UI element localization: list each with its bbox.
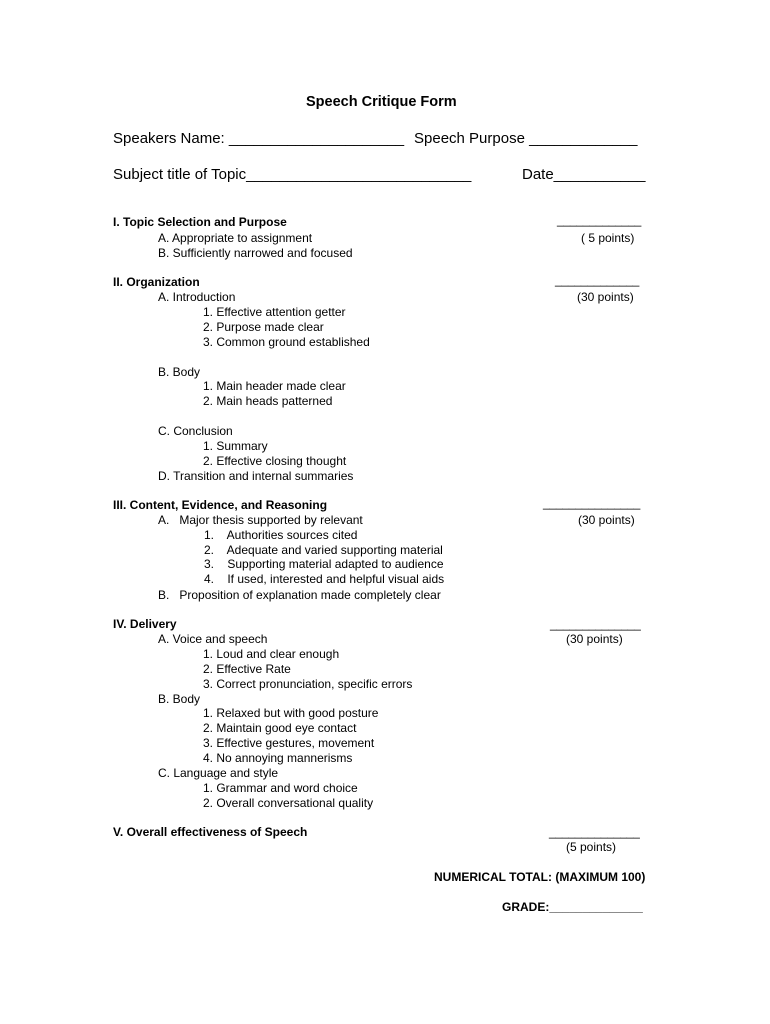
criterion-line: 1. Relaxed but with good posture <box>203 706 379 720</box>
section-heading-topic-selection: I. Topic Selection and Purpose <box>113 215 287 229</box>
criterion-line: 2. Effective closing thought <box>203 454 347 468</box>
criterion-line: 3. Common ground established <box>203 335 370 349</box>
criterion-line: 2. Maintain good eye contact <box>203 721 357 735</box>
criterion-line: 2. Overall conversational quality <box>203 796 374 810</box>
score-blank-overall-effectiveness: ______________ <box>549 825 640 839</box>
criterion-line: A. Major thesis supported by relevant <box>158 513 363 527</box>
section-heading-overall-effectiveness: V. Overall effectiveness of Speech <box>113 825 308 839</box>
score-blank-delivery: ______________ <box>550 617 641 631</box>
points-topic-selection: ( 5 points) <box>581 231 635 245</box>
criterion-line: B. Body <box>158 365 201 379</box>
score-blank-topic-selection: _____________ <box>557 213 642 227</box>
criterion-line: 4. If used, interested and helpful visual aids <box>204 572 445 586</box>
date-field: Date___________ <box>522 166 646 183</box>
criterion-line: 4. No annoying mannerisms <box>203 751 353 765</box>
criterion-line: 1. Main header made clear <box>203 379 346 393</box>
points-content-evidence: (30 points) <box>578 513 635 527</box>
section-heading-content-evidence: III. Content, Evidence, and Reasoning <box>113 498 328 512</box>
criterion-line: 2. Purpose made clear <box>203 320 324 334</box>
criterion-line: A. Appropriate to assignment <box>158 231 313 245</box>
criterion-line: 1. Grammar and word choice <box>203 781 358 795</box>
criterion-line: C. Conclusion <box>158 424 233 438</box>
criterion-line: 2. Effective Rate <box>203 662 291 676</box>
criterion-line: 2. Main heads patterned <box>203 394 333 408</box>
score-blank-organization: _____________ <box>555 273 640 287</box>
criterion-line: B. Sufficiently narrowed and focused <box>158 246 353 260</box>
grade-field: GRADE:______________ <box>502 900 643 914</box>
criterion-line: 1. Loud and clear enough <box>203 647 340 661</box>
points-overall-effectiveness: (5 points) <box>566 840 617 854</box>
form-title: Speech Critique Form <box>306 94 457 110</box>
section-heading-delivery: IV. Delivery <box>113 617 177 631</box>
speakers-name-field: Speakers Name: _____________________ <box>113 130 405 147</box>
criterion-line: 2. Adequate and varied supporting material <box>204 543 443 557</box>
section-heading-organization: II. Organization <box>113 275 200 289</box>
points-organization: (30 points) <box>577 290 634 304</box>
criterion-line: B. Proposition of explanation made completely clear <box>158 588 441 602</box>
numerical-total-label: NUMERICAL TOTAL: (MAXIMUM 100) <box>434 870 646 884</box>
criterion-line: C. Language and style <box>158 766 279 780</box>
criterion-line: 1. Summary <box>203 439 268 453</box>
points-delivery: (30 points) <box>566 632 623 646</box>
speech-purpose-field: Speech Purpose _____________ <box>414 130 638 147</box>
criterion-line: B. Body <box>158 692 201 706</box>
criterion-line: A. Voice and speech <box>158 632 268 646</box>
criterion-line: 3. Correct pronunciation, specific errors <box>203 677 413 691</box>
criterion-line: D. Transition and internal summaries <box>158 469 354 483</box>
subject-title-field: Subject title of Topic___________________________ <box>113 166 472 183</box>
criterion-line: A. Introduction <box>158 290 236 304</box>
score-blank-content-evidence: _______________ <box>543 496 641 510</box>
criterion-line: 1. Authorities sources cited <box>204 528 358 542</box>
criterion-line: 3. Effective gestures, movement <box>203 736 375 750</box>
criterion-line: 1. Effective attention getter <box>203 305 346 319</box>
criterion-line: 3. Supporting material adapted to audience <box>204 557 444 571</box>
